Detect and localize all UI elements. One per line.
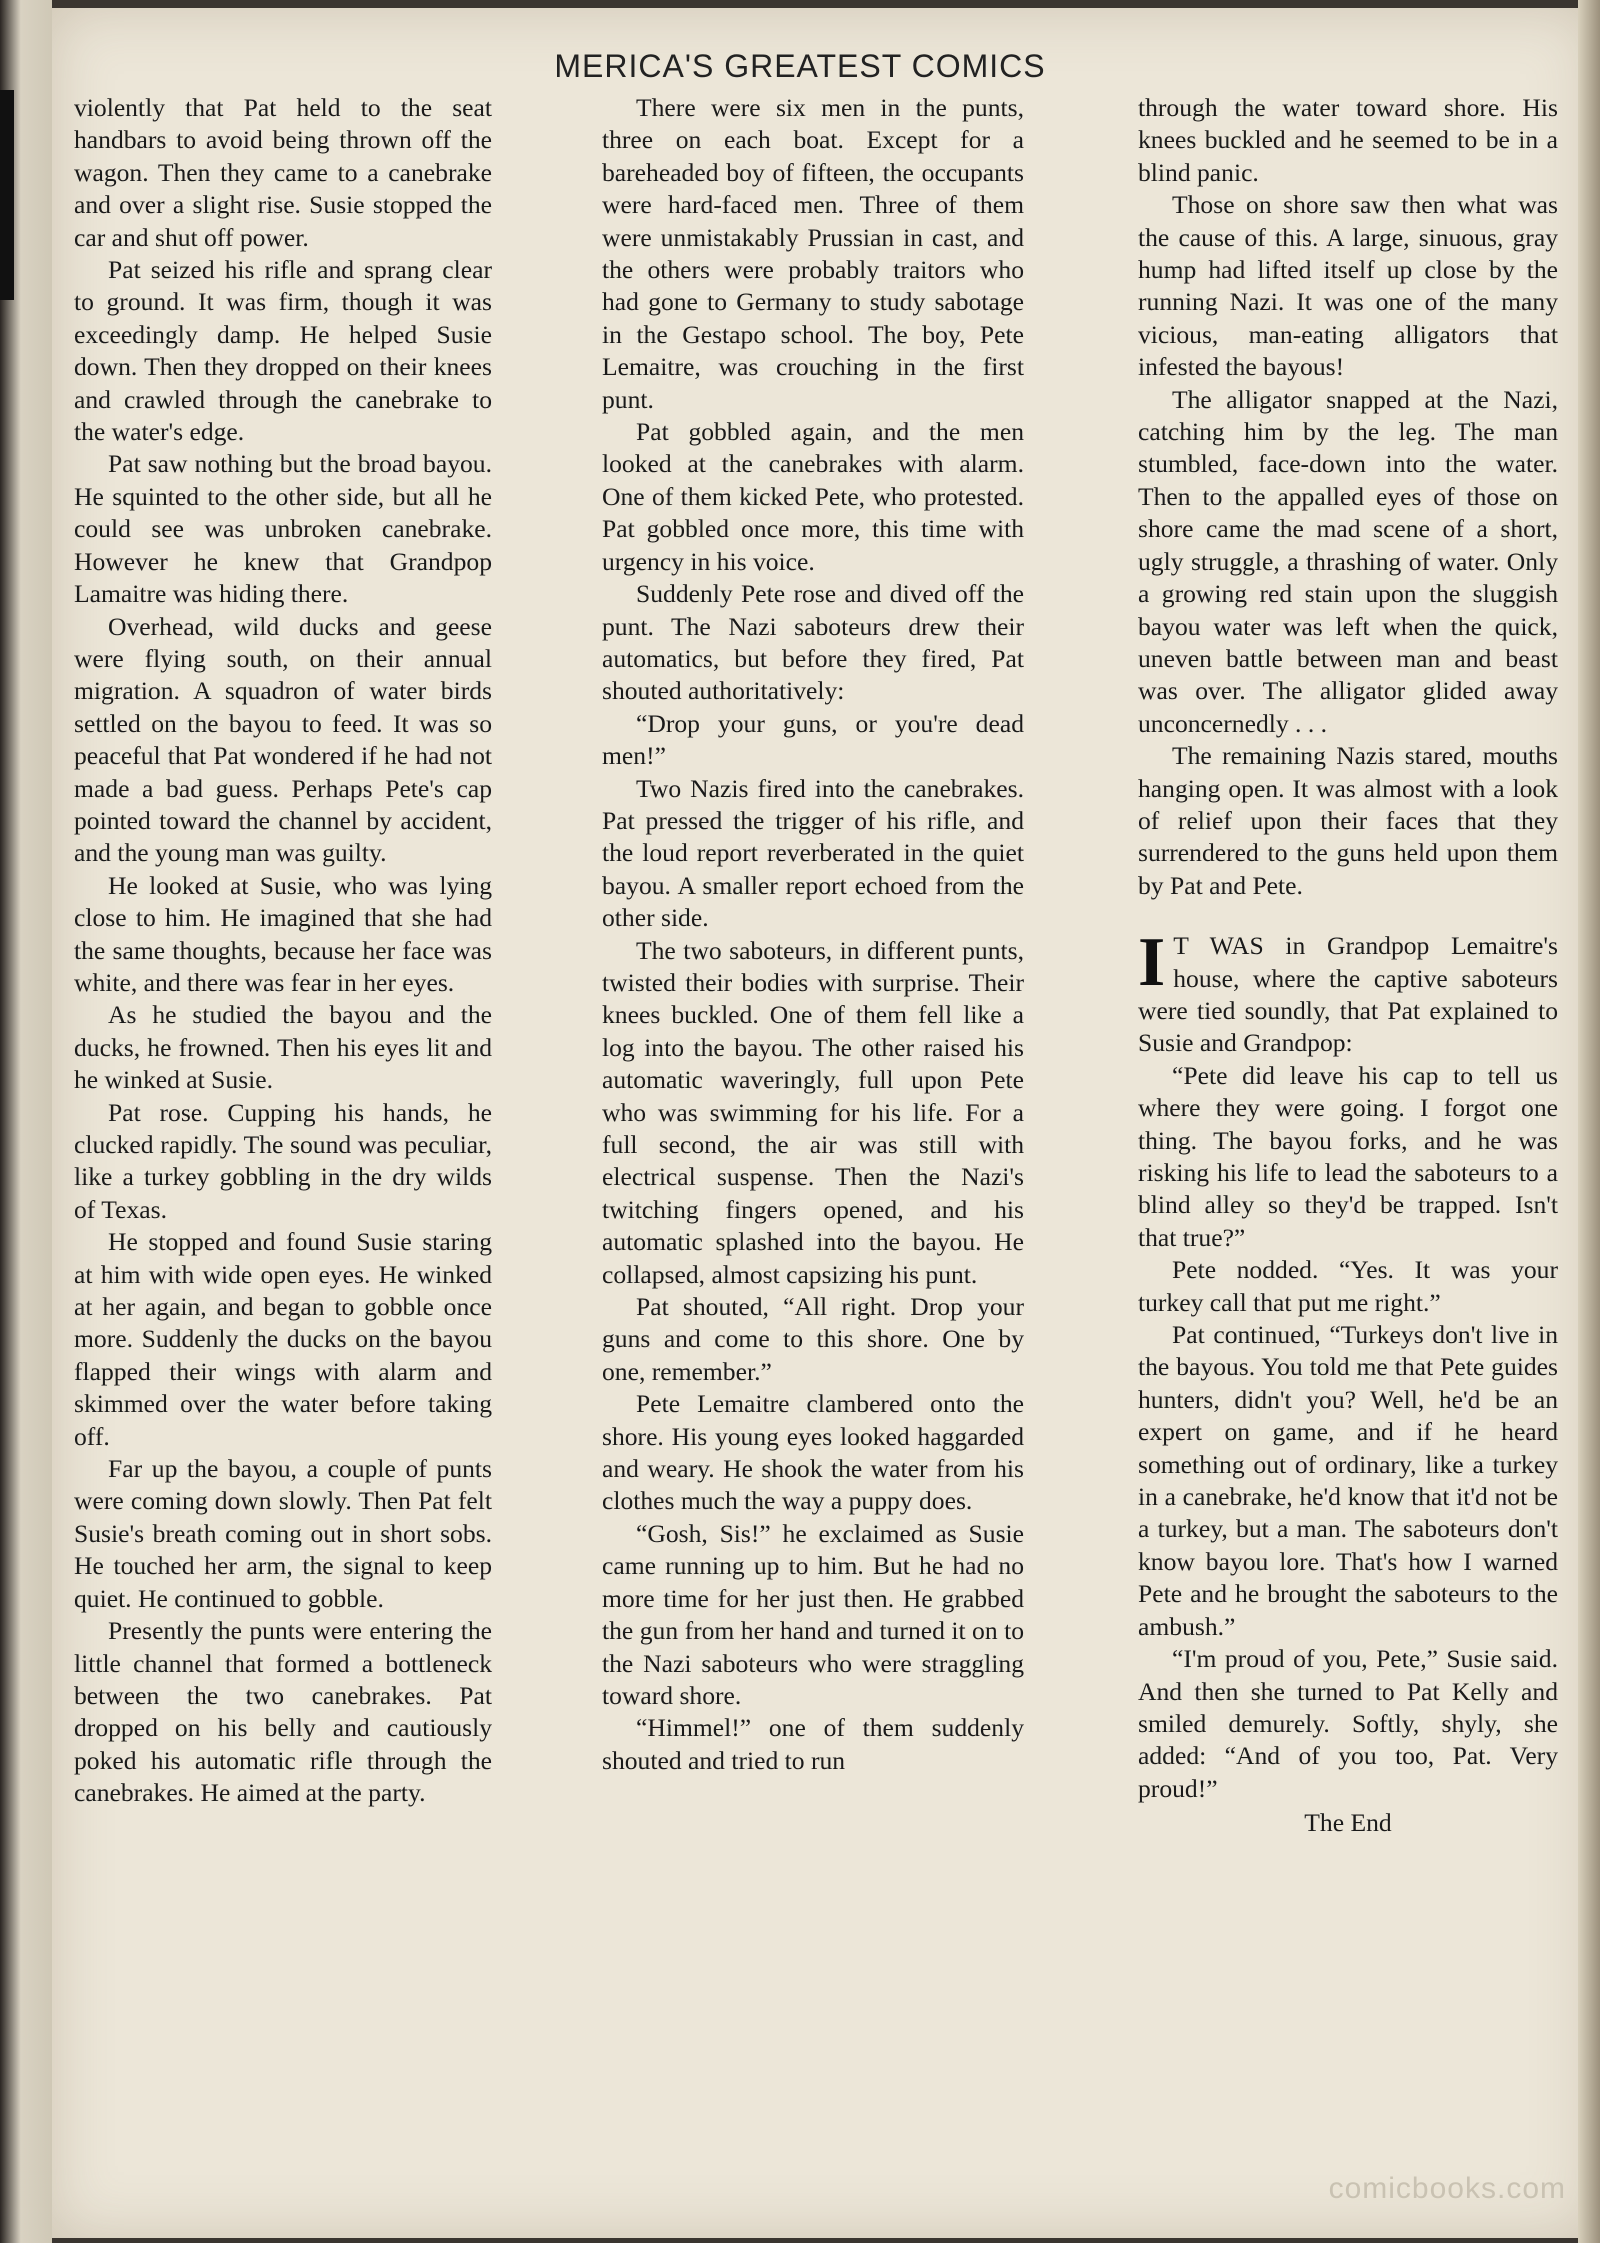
the-end-label: The End xyxy=(1304,1808,1392,1838)
paragraph: As he studied the bayou and the ducks, he frowned. Then his eyes lit and he winked at Susie. xyxy=(74,1000,492,1095)
drop-cap: I xyxy=(1138,924,1166,1002)
page-right-edge xyxy=(1578,0,1600,2243)
paragraph: Pete nodded. “Yes. It was your turkey call that put me right.” xyxy=(1138,1255,1558,1317)
paragraph: Pat continued, “Turkeys don't live in the bayous. You told me that Pete guides hunters, didn't you? Well, he'd be an expert on game, and if he heard something out of ordinary, like a turkey in a canebrake, he'd know that it'd not be a turkey, but a man. The saboteurs don't know bayou lore. That's how I warned Pete and he brought the saboteurs to the ambush.” xyxy=(1138,1320,1558,1641)
paragraph: Pete Lemaitre clambered onto the shore. His young eyes looked haggarded and weary. He shook the water from his clothes much the way a puppy does. xyxy=(602,1389,1024,1516)
paragraph: “Drop your guns, or you're dead men!” xyxy=(602,708,1024,771)
paragraph: The two saboteurs, in different punts, twisted their bodies with surprise. Their knees buckled. One of them fell like a log into the bayou. The other raised his automatic waveringly, full upon Pete who was swimming for his life. For a full second, the air was still with electrical suspense. Then the Nazi's twitching fingers opened, and his automatic splashed into the bayou. He collapsed, almost capsizing his punt. xyxy=(602,935,1024,1289)
paragraph: Overhead, wild ducks and geese were flying south, on their annual migration. A squadron of water birds settled on the bayou to feed. It was so peaceful that Pat wondered if he had not made a bad guess. Perhaps Pete's cap pointed toward the channel by accident, and the young man was guilty. xyxy=(74,611,492,868)
paragraph: Pat gobbled again, and the men looked at the canebrakes with alarm. One of them kicked Pete, who protested. Pat gobbled once more, this time with urgency in his voice. xyxy=(602,417,1024,576)
page-header: MERICA'S GREATEST COMICS xyxy=(554,48,1046,84)
watermark: comicbooks.com xyxy=(1328,2172,1566,2205)
paragraph: There were six men in the punts, three on each boat. Except for a bareheaded boy of fifteen, the occupants were hard-faced men. Three of them were unmistakably Prussian in cast, and the others were probably traitors who had gone to Germany to study sabotage in the Gestapo school. The boy, Pete Lemaitre, was crouching in the first punt. xyxy=(602,93,1024,414)
paragraph: through the water toward shore. His knees buckled and he seemed to be in a blind panic. xyxy=(1138,93,1558,187)
paragraph: Two Nazis fired into the canebrakes. Pat pressed the trigger of his rifle, and the loud report reverberated in the quiet bayou. A smaller report echoed from the other side. xyxy=(602,773,1024,933)
paragraph: Those on shore saw then what was the cause of this. A large, sinuous, gray hump had lifted itself up close by the running Nazi. It was one of the many vicious, man-eating alligators that infested the bayous! xyxy=(1138,190,1558,382)
paragraph: Pat saw nothing but the broad bayou. He squinted to the other side, but all he could see was unbroken canebrake. However he knew that Grandpop Lamaitre was hiding there. xyxy=(74,449,492,609)
paragraph: “Himmel!” one of them suddenly shouted and tried to run xyxy=(602,1713,1024,1775)
paragraph: He looked at Susie, who was lying close to him. He imagined that she had the same thoughts, because her face was white, and there was fear in her eyes. xyxy=(74,870,492,997)
text-column-3 xyxy=(1138,92,1558,1840)
paragraph: “Pete did leave his cap to tell us where they were going. I forgot one thing. The bayou forks, and he was risking his life to lead the saboteurs to a blind alley so they'd be trapped. Isn't that true?” xyxy=(1138,1060,1558,1252)
paragraph: Pat shouted, “All right. Drop your guns and come to this shore. One by one, remember.” xyxy=(602,1292,1024,1386)
paragraph: violently that Pat held to the seat handbars to avoid being thrown off the wagon. Then they came to a canebrake and over a slight rise. Susie stopped the car and shut off power. xyxy=(74,93,492,252)
paragraph: “I'm proud of you, Pete,” Susie said. And then she turned to Pat Kelly and smiled demurely. Softly, shyly, she added: “And of you too, Pat. Very proud!” xyxy=(1138,1644,1558,1803)
paragraph: Pat rose. Cupping his hands, he clucked rapidly. The sound was peculiar, like a turkey gobbling in the dry wilds of Texas. xyxy=(74,1097,492,1224)
section-lead-paragraph xyxy=(1138,924,1558,1060)
paragraph: The remaining Nazis stared, mouths hanging open. It was almost with a look of relief upon their faces that they surrendered to the guns held upon them by Pat and Pete. xyxy=(1138,741,1558,900)
text-column-1 xyxy=(74,92,492,1810)
section-lead-text: T WAS in Grandpop Lemaitre's house, where the captive saboteurs were tied soundly, that Pat explained to Susie and Grandpop: xyxy=(1138,931,1558,1058)
paragraph: The alligator snapped at the Nazi, catching him by the leg. The man stumbled, face-down into the water. Then to the appalled eyes of those on shore came the mad scene of a short, ugly struggle, a thrashing of water. Only a growing red stain upon the sluggish bayou water was left when the quick, uneven battle between man and beast was over. The alligator glided away unconcernedly . . . xyxy=(1138,384,1558,738)
paragraph: Presently the punts were entering the little channel that formed a bottleneck between the two canebrakes. Pat dropped on his belly and cautiously poked his automatic rifle through the canebrakes. He aimed at the party. xyxy=(74,1616,492,1808)
text-column-2 xyxy=(602,92,1024,1777)
binding-tab xyxy=(0,90,14,300)
paragraph: Suddenly Pete rose and dived off the punt. The Nazi saboteurs drew their automatics, but before they fired, Pat shouted authoritatively: xyxy=(602,579,1024,706)
paragraph: Far up the bayou, a couple of punts were coming down slowly. Then Pat felt Susie's breath coming out in short sobs. He touched her arm, the signal to keep quiet. He continued to gobble. xyxy=(74,1454,492,1613)
paragraph: Pat seized his rifle and sprang clear to ground. It was firm, though it was exceedingly damp. He helped Susie down. Then they dropped on their knees and crawled through the canebrake to the water's edge. xyxy=(74,255,492,447)
page-binding-edge xyxy=(0,0,52,2243)
paragraph: He stopped and found Susie staring at him with wide open eyes. He winked at her again, and began to gobble once more. Suddenly the ducks on the bayou flapped their wings with alarm and skimmed over the water before taking off. xyxy=(74,1227,492,1451)
paragraph: “Gosh, Sis!” he exclaimed as Susie came running up to him. But he had no more time for her just then. He grabbed the gun from her hand and turned it on to the Nazi saboteurs who were straggling toward shore. xyxy=(602,1518,1024,1710)
